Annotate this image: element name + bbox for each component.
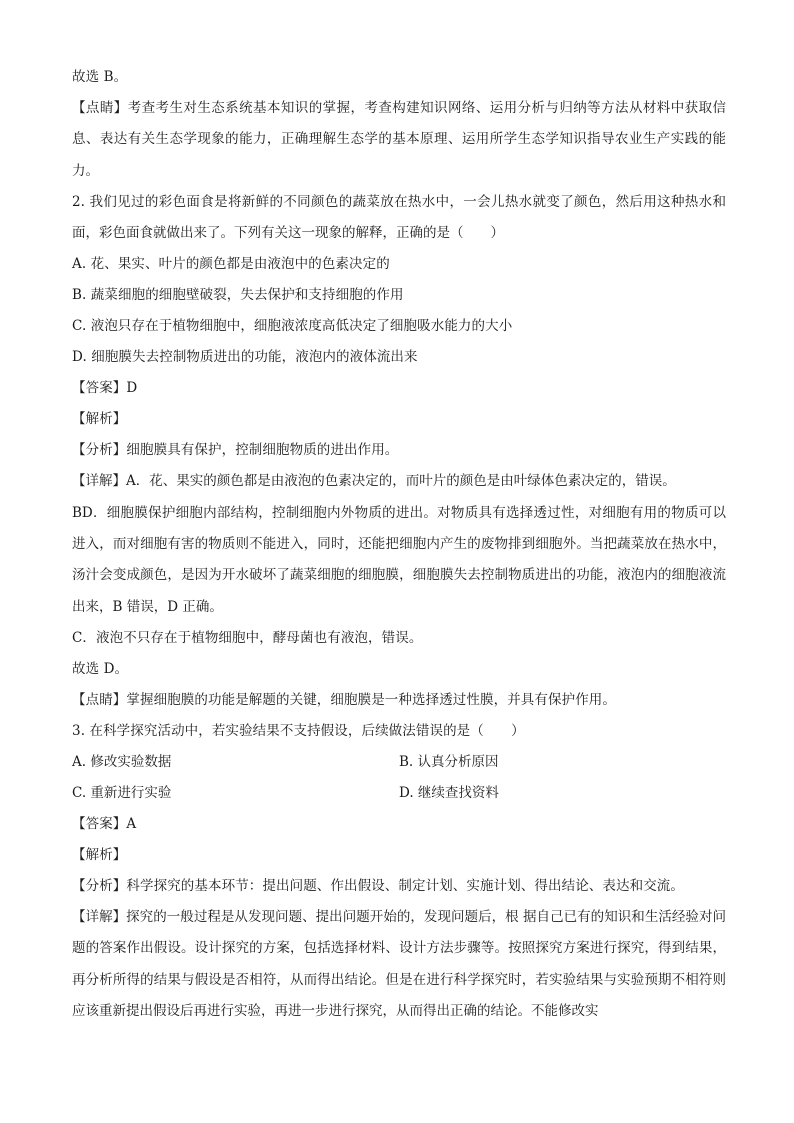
q3-analysis-title: 【解析】 xyxy=(72,846,127,863)
q3-detail: 【详解】探究的一般过程是从发现问题、提出问题开始的，发现问题后，根 据自己已有的知识和生活经验对问题的答案作出假设。设计探究的方案，包括选择材料、设计方法步骤等。按照探究方案进行探究，得到结果，再分析所得的结果与假设是否相符，从而得出结论。但是在进行科学探究时，若实验结果与实验预期不相符则应该重新提出假设后再进行实验，再进一步进行探究，从而得出正确的结论。不能修改实 xyxy=(72,908,726,1019)
q3-option-c: C. 重新进行实验 xyxy=(72,784,172,801)
q2-comment: 【点睛】掌握细胞膜的功能是解题的关键，细胞膜是一种选择透过性膜，并具有保护作用。 xyxy=(72,691,616,708)
q2-stem: 2. 我们见过的彩色面食是将新鲜的不同颜色的蔬菜放在热水中，一会儿热水就变了颜色，然后用这种热水和面，彩色面食就做出来了。下列有关这一现象的解释，正确的是（ ） xyxy=(72,193,726,242)
q3-options-row-2 xyxy=(72,778,726,809)
q2-conclusion: 故选 D。 xyxy=(72,660,129,677)
q2-detail-bd: BD．细胞膜保护细胞内部结构，控制细胞内外物质的进出。对物质具有选择透过性，对细胞有用的物质可以进入，而对细胞有害的物质则不能进入，同时，还能把细胞内产生的废物排到细胞外。当把蔬菜放在热水中，汤汁会变成颜色，是因为开水破坏了蔬菜细胞的细胞膜，细胞膜失去控制物质进出的功能，液泡内的细胞液流出来，B 错误，D 正确。 xyxy=(72,504,726,615)
q2-option-d: D. 细胞膜失去控制物质进出的功能，液泡内的液体流出来 xyxy=(72,349,418,366)
q2-answer: 【答案】D xyxy=(72,380,138,397)
document-page xyxy=(72,62,726,1027)
q2-analysis-title: 【解析】 xyxy=(72,411,127,428)
q1-comment: 【点睛】考查考生对生态系统基本知识的掌握，考查构建知识网络、运用分析与归纳等方法从材料中获取信息、表达有关生态学现象的能力，正确理解生态学的基本原理、运用所学生态学知识指导农业生产实践的能力。 xyxy=(72,100,726,179)
q1-conclusion: 故选 B。 xyxy=(72,69,128,85)
q3-option-d: D. 继续查找资料 xyxy=(399,784,499,801)
q3-stem: 3. 在科学探究活动中，若实验结果不支持假设，后续做法错误的是（ ） xyxy=(72,722,525,739)
q2-option-a: A. 花、果实、叶片的颜色都是由液泡中的色素决定的 xyxy=(72,256,390,273)
q2-option-c: C. 液泡只存在于植物细胞中，细胞液浓度高低决定了细胞吸水能力的大小 xyxy=(72,318,513,335)
q3-options-row-1 xyxy=(72,747,726,778)
q2-detail-a: 【详解】A．花、果实的颜色都是由液泡的色素决定的，而叶片的颜色是由叶绿体色素决定的，错误。 xyxy=(72,473,676,490)
q2-analysis: 【分析】细胞膜具有保护，控制细胞物质的进出作用。 xyxy=(72,442,399,459)
q3-answer: 【答案】A xyxy=(72,815,137,832)
q2-option-b: B. 蔬菜细胞的细胞壁破裂，失去保护和支持细胞的作用 xyxy=(72,287,404,304)
q3-option-a: A. 修改实验数据 xyxy=(72,753,172,770)
q3-analysis: 【分析】科学探究的基本环节：提出问题、作出假设、制定计划、实施计划、得出结论、表达和交流。 xyxy=(72,877,684,894)
q3-option-b: B. 认真分析原因 xyxy=(399,753,499,770)
q2-detail-c: C．液泡不只存在于植物细胞中，酵母菌也有液泡，错误。 xyxy=(72,629,423,646)
